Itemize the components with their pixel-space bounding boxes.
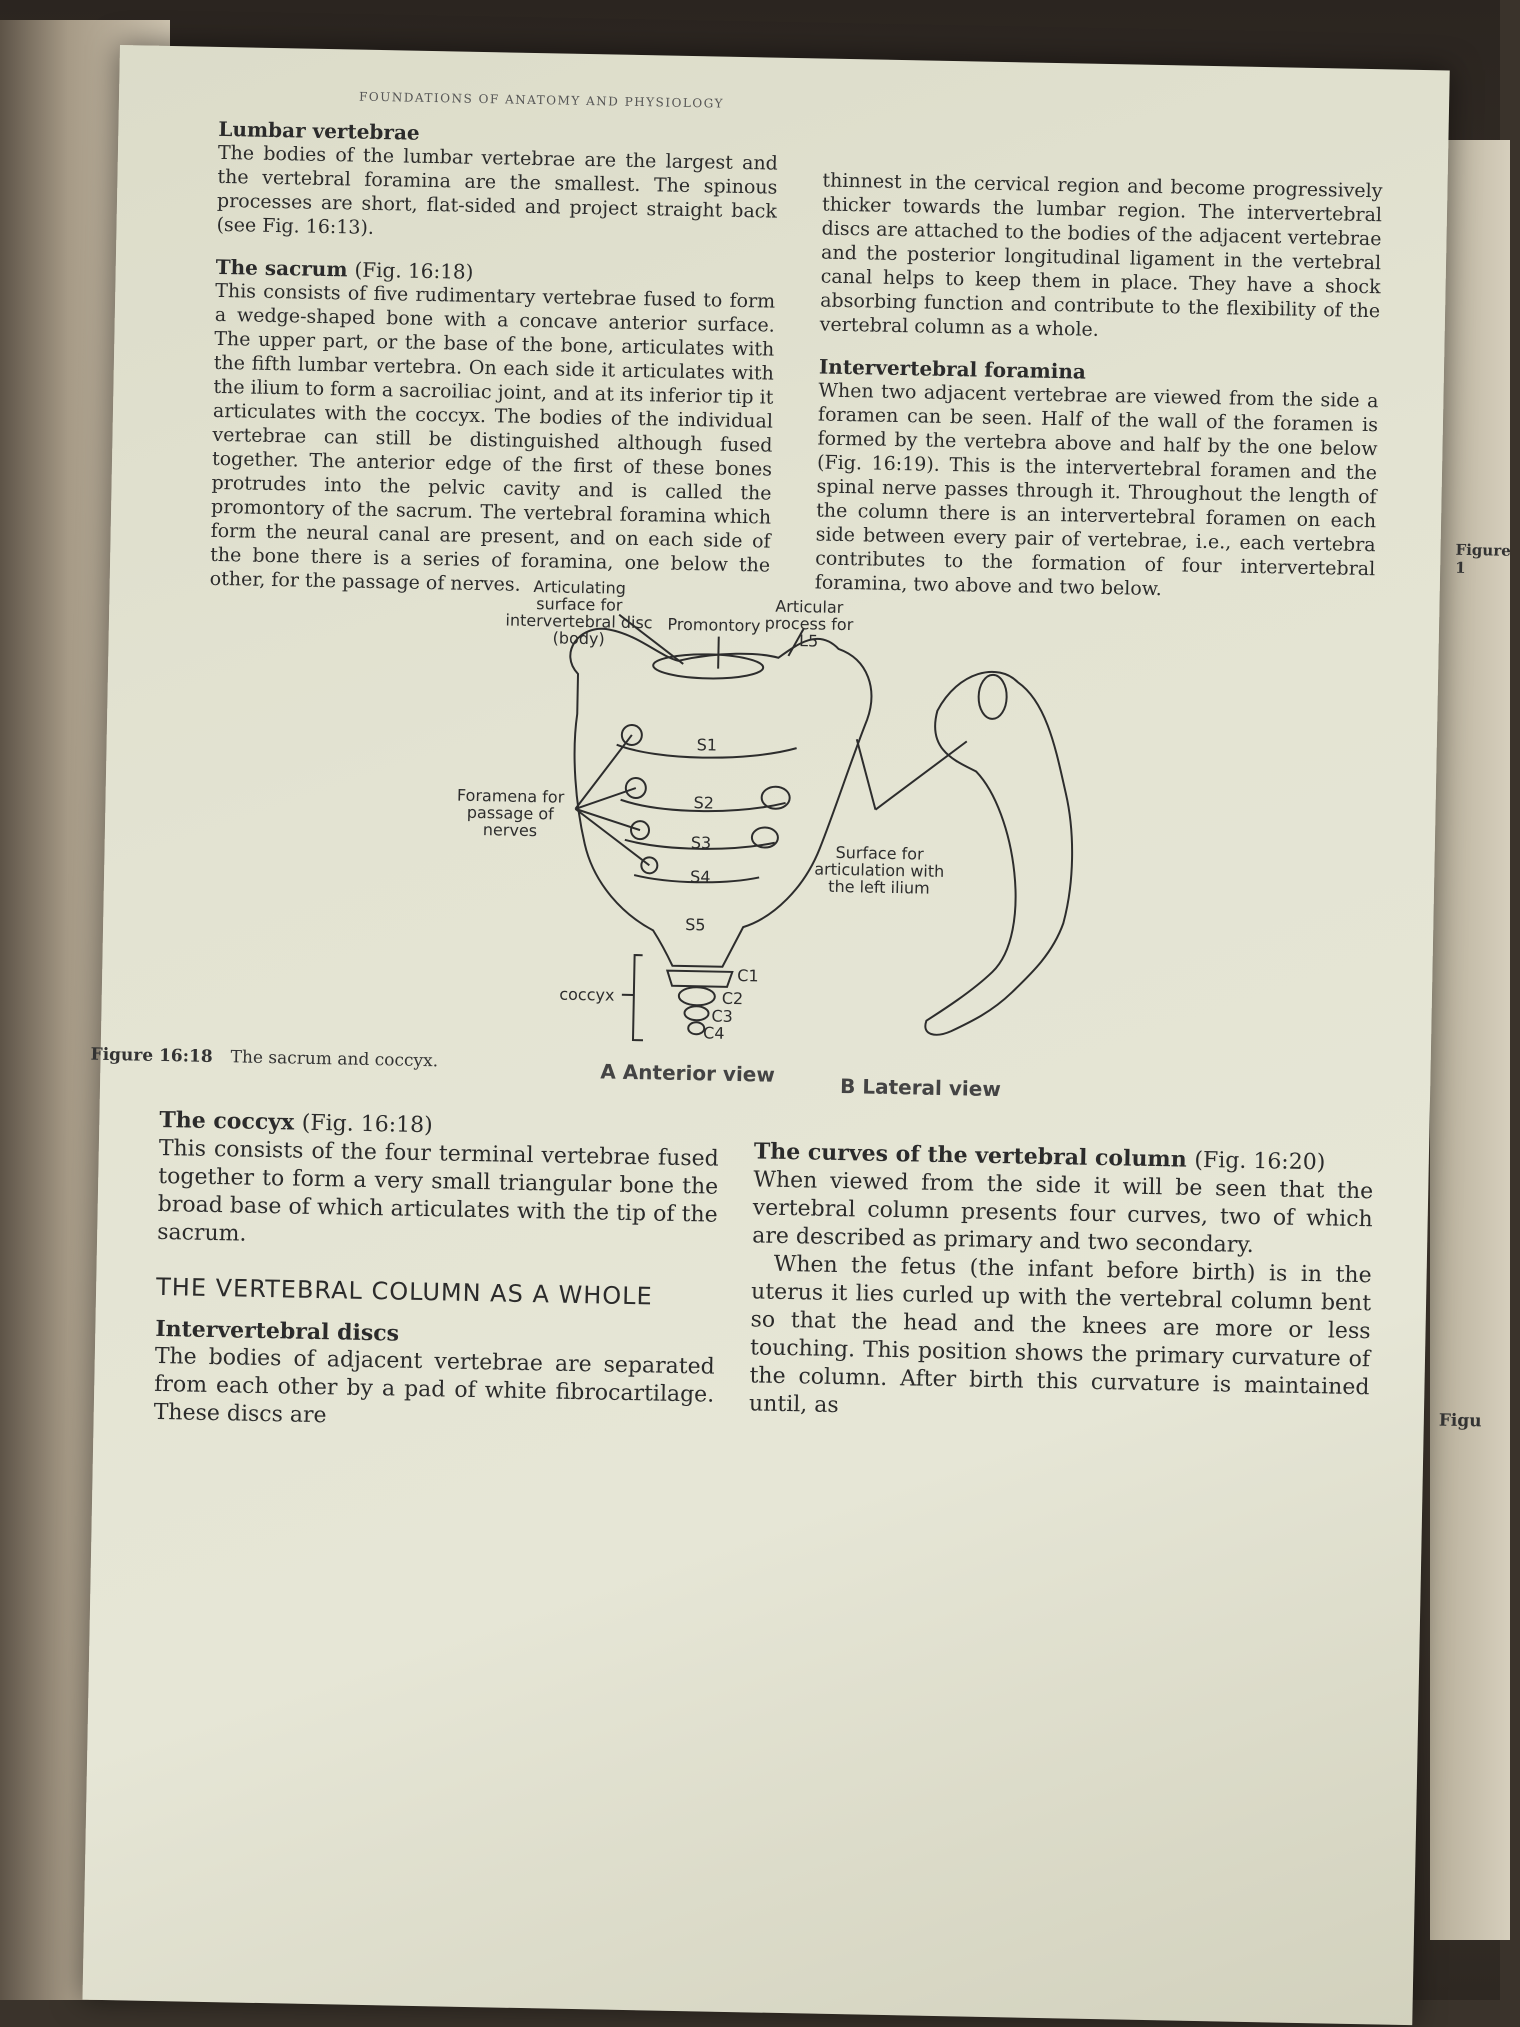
coccyx-bracket: [633, 955, 645, 1040]
leader-surface-2: [875, 740, 966, 812]
leader-surface-1: [855, 739, 876, 809]
label-coccyx: coccyx: [557, 986, 617, 1004]
caption-text: The sacrum and coccyx.: [230, 1047, 438, 1071]
curves-text-2: When the fetus (the infant before birth) is in the uterus it lies curled up with the vertebral column bent so that the head and the knees are more or less touching. This position shows the primary curvature of the column. After birth this curvature is maintained until, as: [749, 1250, 1372, 1430]
label-c2: C2: [722, 990, 744, 1007]
label-articular-process: Articular process for L5: [764, 597, 855, 650]
label-s3: S3: [691, 834, 712, 851]
discs-text: The bodies of adjacent vertebrae are separated from each other by a pad of white fibrocartilage. These discs are: [153, 1343, 715, 1438]
bottom-left-column: [153, 1106, 719, 1456]
lumbar-text: The bodies of the lumbar vertebrae are the largest and the vertebral foramina are the smallest. The spinous processes are short, flat-sided and project straight back (see Fig. 16:13).: [216, 141, 778, 248]
label-anterior-view: A Anterior view: [600, 1059, 775, 1086]
foramen-left-3: [631, 821, 649, 839]
column-section-heading: THE VERTEBRAL COLUMN AS A WHOLE: [156, 1273, 716, 1312]
label-s2: S2: [693, 794, 714, 811]
coccyx-c2: [679, 987, 715, 1006]
label-c4: C4: [703, 1024, 725, 1041]
discs-heading: Intervertebral discs: [155, 1315, 715, 1354]
bottom-right-column: [748, 1137, 1374, 1448]
sacrum-text: This consists of five rudimentary vertebrae fused to form a wedge-shaped bone with a concave anterior surface. The upper part, or the base of the bone, articulates with the fifth lumbar vertebra. On each side it articulates with the ilium to form a sacroiliac joint, and at its inferior tip it articulates with the coccyx. The bodies of the individual vertebrae can still be distinguished although fused together. The anterior edge of the first of these bones protrudes into the pelvic cavity and is called the promontory of the sacrum. The vertebral foramina which form the neural canal are present, and on each side of the bone there is a series of foramina, one below the other, for the passage of nerves.: [210, 279, 776, 602]
label-c3: C3: [711, 1008, 733, 1025]
curves-heading: The curves of the vertebral column (Fig. 16:20): [754, 1137, 1374, 1178]
label-c1: C1: [737, 967, 759, 984]
foramina-text: When two adjacent vertebrae are viewed from the side a foramen can be seen. Half of the wall of the foramen is formed by the vertebra above and half by the one below (Fig. 16:19). This is the intervertebral foramen and the spinal nerve passes through it. Throughout the length of the column there is an intervertebral foramen on each side between every pair of vertebrae, i.e., each vertebra contributes to the formation of four intervertebral foramina, two above and two below.: [815, 378, 1379, 605]
leader-foramena-3: [575, 809, 640, 830]
label-articulating-surface: Articulating surface for intervertebral disc (body): [504, 577, 655, 648]
label-s5: S5: [685, 916, 706, 933]
label-s1: S1: [697, 736, 718, 753]
lateral-articular-facet: [978, 675, 1007, 720]
label-lateral-view: B Lateral view: [840, 1074, 1001, 1101]
margin-figure-ref: Figure 1: [1455, 541, 1511, 578]
coccyx-heading: The coccyx (Fig. 16:18): [159, 1106, 719, 1146]
label-foramena: Foramena for passage of nerves: [455, 787, 566, 840]
label-promontory: Promontory: [654, 615, 774, 634]
sacrum-body-surface: [653, 653, 763, 679]
label-s4: S4: [690, 868, 711, 885]
leader-foramena-4: [574, 809, 650, 865]
sacrum-heading: The sacrum (Fig. 16:18): [216, 255, 776, 290]
leader-promontory: [718, 637, 719, 669]
running-header: FOUNDATIONS OF ANATOMY AND PHYSIOLOGY: [359, 90, 724, 111]
foramina-heading: Intervertebral foramina: [819, 354, 1379, 389]
label-articulation-surface: Surface for articulation with the left ilium: [804, 843, 955, 897]
coccyx-text: This consists of the four terminal vertebrae fused together to form a very small triangular bone the broad base of which articulates with the tip of the sacrum.: [157, 1135, 719, 1258]
coccyx-c3: [684, 1006, 708, 1020]
discs-continued-text: thinnest in the cervical region and become progressively thicker towards the lumbar region. The intervertebral discs are attached to the bodies of the adjacent vertebrae and the posterior longitudinal ligament in the vertebral canal helps to keep them in place. They have a shock absorbing function and contribute to the flexibility of the vertebral column as a whole.: [820, 169, 1383, 348]
coccyx-c1: [667, 971, 732, 987]
figure-sacrum-coccyx: [270, 538, 1181, 1115]
margin-figure-ref-2: Figu: [1439, 1411, 1482, 1432]
coccyx-c4: [688, 1022, 704, 1034]
book-page: [82, 45, 1449, 2025]
curves-text-1: When viewed from the side it will be seen that the vertebral column presents four curves, two of which are described as primary and two secondary.: [752, 1166, 1373, 1262]
lumbar-heading: Lumbar vertebrae: [218, 117, 778, 152]
caption-number: Figure 16:18: [90, 1045, 212, 1067]
